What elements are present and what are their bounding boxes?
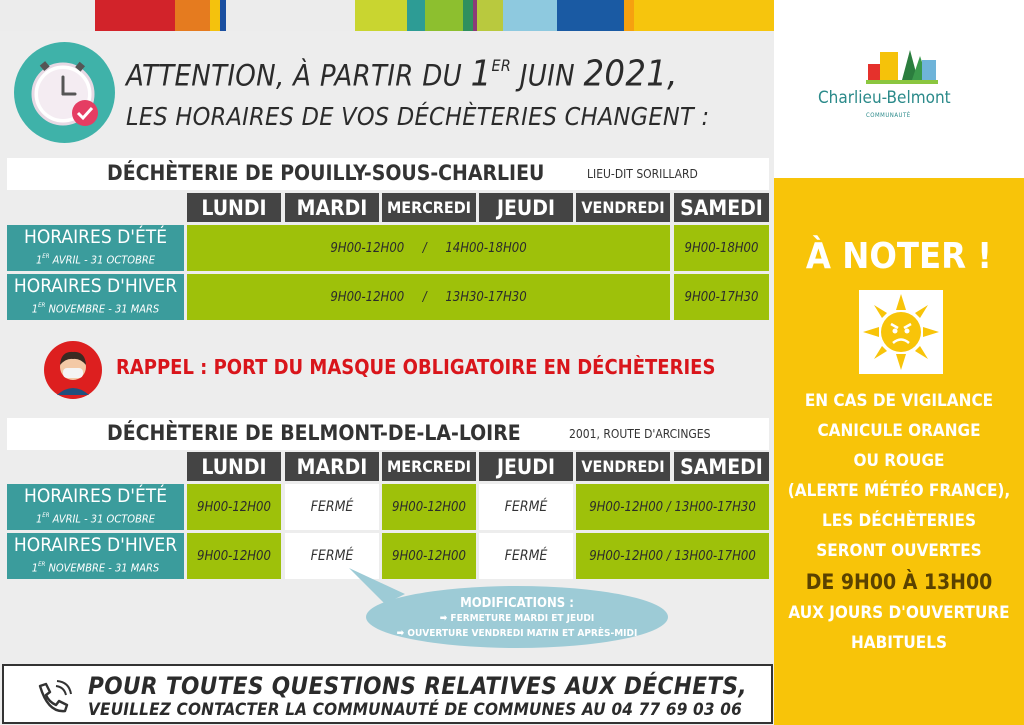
site2-header (7, 418, 769, 450)
site1-summer-saturday-hours: 9H00-18H00 (674, 225, 769, 271)
site1-summer-label: HORAIRES D'ÉTÉ 1ER AVRIL - 31 OCTOBRE (7, 225, 184, 271)
site2-name: DÉCHÈTERIE DE BELMONT-DE-LA-LOIRE (107, 421, 521, 445)
site2-day-tuesday: MARDI (285, 452, 379, 481)
site1-header (7, 158, 769, 190)
mask-icon (44, 341, 102, 399)
heatwave-notice: EN CAS DE VIGILANCE CANICULE ORANGE OU ROUGE (ALERTE MÉTÉO FRANCE), LES DÉCHÈTERIES SERONT OUVERTES DE 9H00 À 13H00 AUX JOURS D'OUVERTURE HABITUELS (774, 386, 1024, 658)
site1-winter-weekday-hours: 9H00-12H00 / 13H30-17H30 (187, 274, 670, 320)
site1-day-thursday: JEUDI (479, 193, 573, 222)
site1-summer-weekday-hours: 9H00-12H00 / 14H00-18H00 (187, 225, 670, 271)
notice-heading: À NOTER ! (805, 236, 993, 277)
site2-winter-wednesday: 9H00-12H00 (382, 533, 476, 579)
site2-summer-thursday: FERMÉ (479, 484, 573, 530)
site2-winter-tuesday: FERMÉ (285, 533, 379, 579)
clock-icon (14, 42, 115, 143)
page-title (126, 44, 766, 137)
site1-winter-label: HORAIRES D'HIVER 1ER NOVEMBRE - 31 MARS (7, 274, 184, 320)
contact-footer (2, 664, 773, 724)
site1-day-friday: VENDREDI (576, 193, 670, 222)
site2-summer-friday-saturday: 9H00-12H00 / 13H00-17H30 (576, 484, 769, 530)
site2-day-saturday: SAMEDI (674, 452, 769, 481)
color-band (0, 0, 774, 31)
logo-name: Charlieu-Belmont (818, 88, 951, 108)
site1-day-monday: LUNDI (187, 193, 281, 222)
site1-day-tuesday: MARDI (285, 193, 379, 222)
site2-summer-monday: 9H00-12H00 (187, 484, 281, 530)
logo-icon (866, 46, 938, 86)
site2-day-monday: LUNDI (187, 452, 281, 481)
sun-icon (859, 290, 943, 374)
phone-icon (34, 680, 74, 718)
title-line-2: LES HORAIRES DE VOS DÉCHÈTERIES CHANGENT : (126, 102, 710, 132)
site2-day-friday: VENDREDI (576, 452, 670, 481)
site2-day-thursday: JEUDI (479, 452, 573, 481)
site1-name: DÉCHÈTERIE DE POUILLY-SOUS-CHARLIEU (107, 161, 545, 185)
site1-day-saturday: SAMEDI (674, 193, 769, 222)
site2-summer-tuesday: FERMÉ (285, 484, 379, 530)
footer-line-1: POUR TOUTES QUESTIONS RELATIVES AUX DÉCHETS, (88, 672, 748, 700)
mask-reminder: RAPPEL : PORT DU MASQUE OBLIGATOIRE EN DÉCHÈTERIES (116, 355, 716, 379)
logo-subname: COMMUNAUTÉ (866, 112, 911, 119)
site2-winter-monday: 9H00-12H00 (187, 533, 281, 579)
site2-day-wednesday: MERCREDI (382, 452, 476, 481)
title-line-1: ATTENTION, À PARTIR DU 1ER JUIN 2021, (126, 53, 678, 95)
site2-winter-label: HORAIRES D'HIVER 1ER NOVEMBRE - 31 MARS (7, 533, 184, 579)
footer-line-2: VEUILLEZ CONTACTER LA COMMUNAUTÉ DE COMMUNES AU 04 77 69 03 06 (88, 700, 742, 720)
site1-winter-saturday-hours: 9H00-17H30 (674, 274, 769, 320)
notice-hours: DE 9H00 À 13H00 (805, 570, 993, 594)
site1-address: LIEU-DIT SORILLARD (587, 167, 698, 181)
site2-address: 2001, ROUTE D'ARCINGES (569, 427, 711, 441)
site2-winter-thursday: FERMÉ (479, 533, 573, 579)
site2-summer-wednesday: 9H00-12H00 (382, 484, 476, 530)
site2-winter-friday-saturday: 9H00-12H00 / 13H00-17H00 (576, 533, 769, 579)
site1-day-wednesday: MERCREDI (382, 193, 476, 222)
modifications-bubble: MODIFICATIONS : ➡ FERMETURE MARDI ET JEUDI ➡ OUVERTURE VENDREDI MATIN ET APRÈS-MIDI (366, 586, 668, 648)
site2-summer-label: HORAIRES D'ÉTÉ 1ER AVRIL - 31 OCTOBRE (7, 484, 184, 530)
